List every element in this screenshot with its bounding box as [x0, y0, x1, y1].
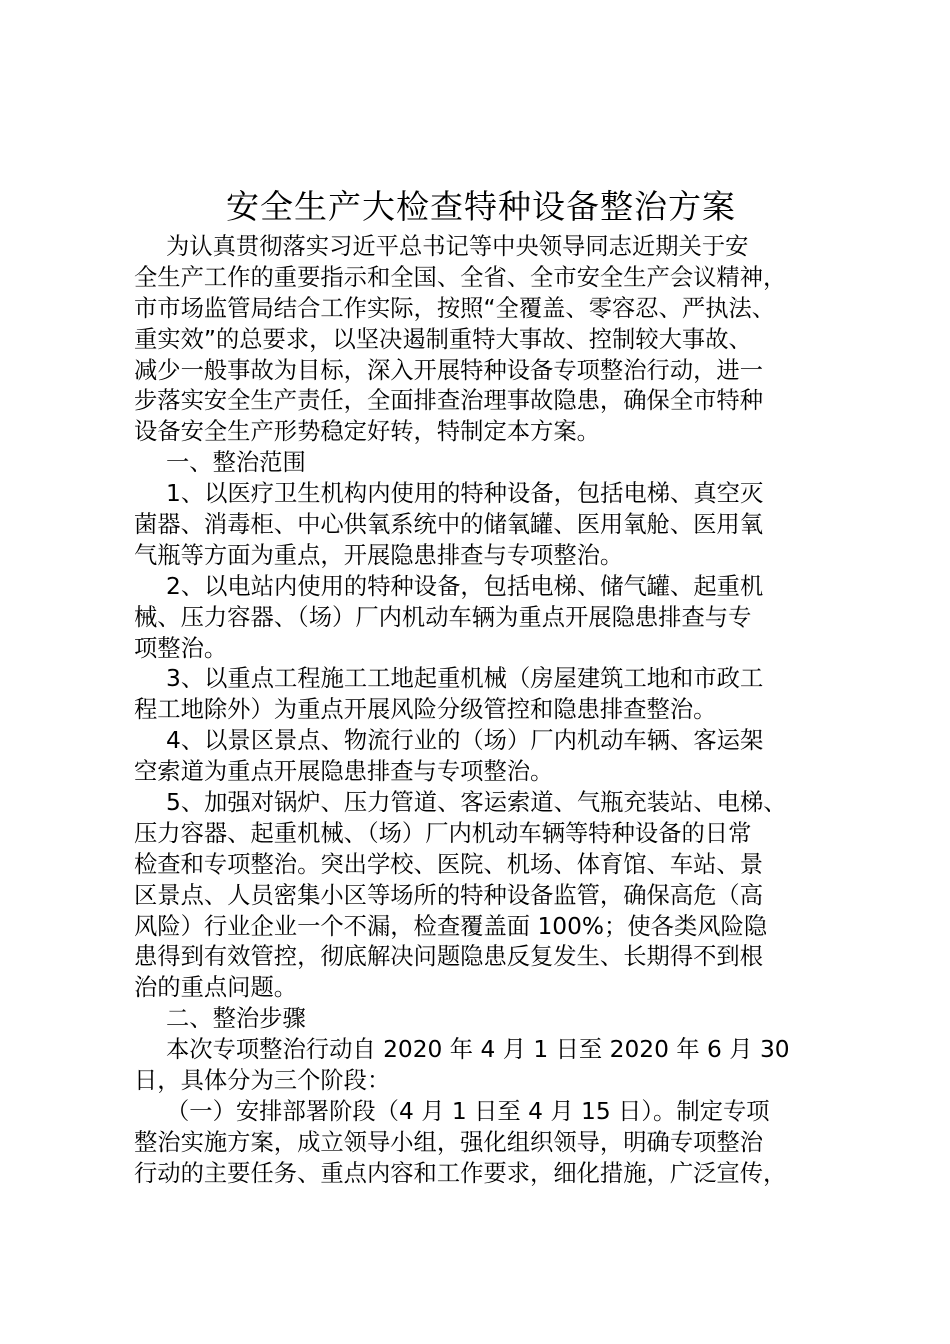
text-line: 为认真贯彻落实习近平总书记等中央领导同志近期关于安	[166, 233, 749, 260]
section-heading: 二、整治步骤	[166, 1005, 306, 1033]
text-line: 5、加强对锅炉、压力管道、客运索道、气瓶充装站、电梯、	[166, 789, 787, 817]
text-line: 风险）行业企业一个不漏，检查覆盖面 100%；使各类风险隐	[134, 912, 768, 940]
text-line: 全生产工作的重要指示和全国、全省、全市安全生产会议精神，	[134, 263, 787, 291]
document-title: 安全生产大检查特种设备整治方案	[226, 187, 736, 226]
text-line: 减少一般事故为目标，深入开展特种设备专项整治行动，进一	[134, 356, 764, 384]
text-line: 日，具体分为三个阶段：	[134, 1067, 391, 1095]
text-line: 市市场监管局结合工作实际，按照“全覆盖、零容忍、严执法、	[134, 294, 776, 322]
text-line: 治的重点问题。	[134, 974, 298, 1002]
section-heading: 一、整治范围	[166, 449, 306, 477]
text-line: 行动的主要任务、重点内容和工作要求，细化措施，广泛宣传，	[134, 1159, 787, 1187]
text-line: 患得到有效管控，彻底解决问题隐患反复发生、长期得不到根	[134, 943, 764, 971]
text-line: 整治实施方案，成立领导小组，强化组织领导，明确专项整治	[134, 1128, 764, 1156]
text-line: 检查和专项整治。突出学校、医院、机场、体育馆、车站、景	[134, 850, 764, 878]
text-line: 本次专项整治行动自 2020 年 4 月 1 日至 2020 年 6 月 30	[166, 1036, 790, 1064]
text-line: 1、以医疗卫生机构内使用的特种设备，包括电梯、真空灭	[166, 480, 764, 508]
text-line: 2、以电站内使用的特种设备，包括电梯、储气罐、起重机	[166, 572, 764, 600]
text-line: 设备安全生产形势稳定好转，特制定本方案。	[134, 418, 600, 446]
document-body	[134, 232, 834, 1190]
text-line: 区景点、人员密集小区等场所的特种设备监管，确保高危（高	[134, 881, 764, 909]
text-line: 项整治。	[134, 634, 228, 662]
text-line: 气瓶等方面为重点，开展隐患排查与专项整治。	[134, 541, 624, 569]
text-line: 菌器、消毒柜、中心供氧系统中的储氧罐、医用氧舱、医用氧	[134, 511, 764, 539]
text-line: 空索道为重点开展隐患排查与专项整治。	[134, 758, 554, 786]
text-line: （一）安排部署阶段（4 月 1 日至 4 月 15 日）。制定专项	[166, 1097, 770, 1125]
text-line: 4、以景区景点、物流行业的（场）厂内机动车辆、客运架	[166, 727, 764, 755]
text-line: 压力容器、起重机械、（场）厂内机动车辆等特种设备的日常	[134, 819, 752, 847]
text-line: 重实效”的总要求，以坚决遏制重特大事故、控制较大事故、	[134, 325, 752, 353]
text-line: 程工地除外）为重点开展风险分级管控和隐患排查整治。	[134, 696, 717, 724]
text-line: 械、压力容器、（场）厂内机动车辆为重点开展隐患排查与专	[134, 603, 752, 631]
text-line: 3、以重点工程施工工地起重机械（房屋建筑工地和市政工	[166, 665, 764, 693]
text-line: 步落实安全生产责任，全面排查治理事故隐患，确保全市特种	[134, 387, 764, 415]
